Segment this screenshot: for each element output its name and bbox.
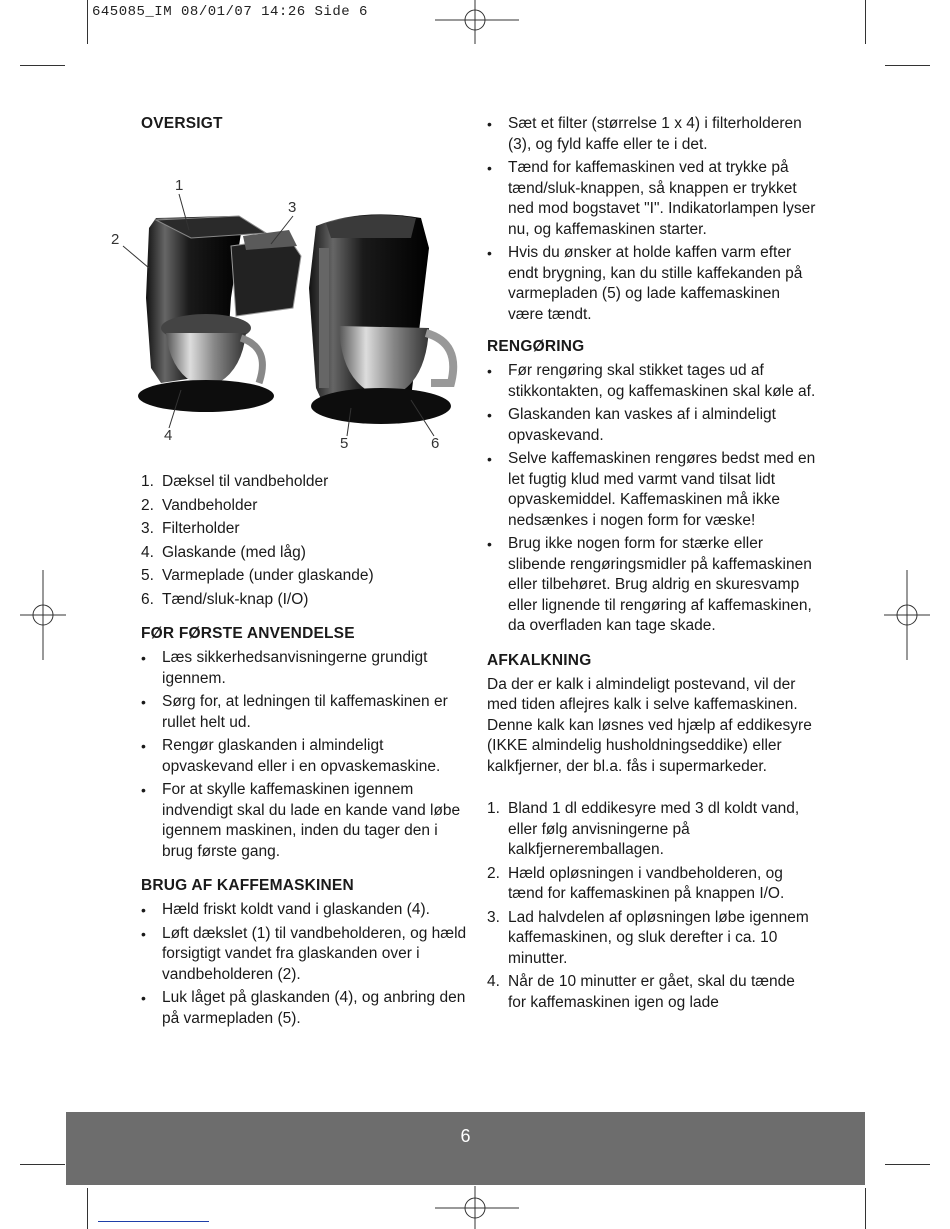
- list-item: 3. Filterholder: [141, 520, 240, 537]
- coffee-maker-illustration: [111, 138, 461, 458]
- list-item: 2. Hæld opløsningen i vandbeholderen, og tænd for kaffemaskinen på knappen I/O.: [487, 864, 785, 902]
- list-item: • Læs sikkerhedsanvisningerne grundigt igennem.: [141, 648, 471, 689]
- list-item: • Sørg for, at ledningen til kaffemaskinen er rullet helt ud.: [141, 692, 471, 733]
- list-item: • Hæld friskt koldt vand i glaskanden (4).: [141, 900, 471, 921]
- callout-4: 4: [164, 427, 173, 444]
- registration-mark-icon: [884, 570, 930, 660]
- list-item: • Sæt et filter (størrelse 1 x 4) i filterholderen (3), og fyld kaffe eller te i det.: [487, 114, 817, 155]
- first-use-list: [141, 648, 471, 862]
- parts-list: [141, 472, 471, 610]
- list-item: 2. Vandbeholder: [141, 496, 258, 514]
- descaling-steps: [487, 799, 817, 1013]
- crop-mark: [87, 1188, 88, 1229]
- right-column: [487, 114, 817, 1016]
- cleaning-list: [487, 361, 817, 637]
- descaling-heading: AFKALKNING: [487, 651, 592, 669]
- callout-3: 3: [288, 199, 297, 216]
- list-item: 1. Bland 1 dl eddikesyre med 3 dl koldt vand, eller følg anvisningerne på kalkfjerneremballagen.: [487, 800, 800, 858]
- list-item: 4. Glaskande (med låg): [141, 543, 306, 561]
- crop-mark: [865, 0, 866, 44]
- crop-mark: [865, 1188, 866, 1229]
- list-item: 5. Varmeplade (under glaskande): [141, 567, 374, 584]
- page-number: 6: [460, 1126, 471, 1146]
- divider: [98, 1221, 209, 1222]
- crop-mark: [885, 65, 930, 66]
- callout-5: 5: [340, 435, 349, 452]
- list-item: • Løft dækslet (1) til vandbeholderen, og hæld forsigtigt vandet fra glaskanden over i vandbeholderen (2).: [141, 924, 471, 986]
- list-item: 1. Dæksel til vandbeholder: [141, 473, 329, 490]
- list-item: • Glaskanden kan vaskes af i almindeligt opvaskevand.: [487, 405, 817, 446]
- callout-2: 2: [111, 231, 120, 248]
- list-item: • Brug ikke nogen form for stærke eller slibende rengøringsmidler på kaffemaskinen eller tilbehøret. Brug aldrig en skuresvamp eller lignende til rengøring af kaffemaskinen, da overfladen kan tage skade.: [487, 534, 817, 637]
- usage-list: [141, 900, 471, 1029]
- crop-mark: [87, 0, 88, 44]
- registration-mark-icon: [435, 0, 520, 45]
- crop-mark: [885, 1164, 930, 1165]
- coffee-maker-figure: [111, 138, 461, 458]
- usage-list-continued: [487, 114, 817, 325]
- callout-1: 1: [175, 177, 184, 194]
- usage-heading: BRUG AF KAFFEMASKINEN: [141, 877, 354, 894]
- list-item: • Selve kaffemaskinen rengøres bedst med en let fugtig klud med varmt vand tilsat lidt opvaskemiddel. Kaffemaskinen må ikke nedsænkes i nogen form for væske!: [487, 449, 817, 531]
- print-slug: 645085_IM 08/01/07 14:26 Side 6: [92, 4, 368, 20]
- list-item: • Rengør glaskanden i almindeligt opvaskevand eller i en opvaskemaskine.: [141, 736, 471, 777]
- registration-mark-icon: [20, 570, 66, 660]
- overview-heading: OVERSIGT: [141, 115, 223, 132]
- callout-6: 6: [431, 435, 440, 452]
- crop-mark: [20, 1164, 65, 1165]
- left-column: [111, 114, 471, 1032]
- list-item: • Tænd for kaffemaskinen ved at trykke på tænd/sluk-knappen, så knappen er trykket ned mod bogstavet "I". Indikatorlampen lyser nu, og kaffemaskinen starter.: [487, 158, 817, 240]
- cleaning-heading: RENGØRING: [487, 338, 585, 355]
- list-item: • Hvis du ønsker at holde kaffen varm efter endt brygning, kan du stille kaffekanden på varmepladen (5) og lade kaffemaskinen være tændt.: [487, 243, 817, 325]
- list-item: • Luk låget på glaskanden (4), og anbring den på varmepladen (5).: [141, 988, 471, 1029]
- list-item: 6. Tænd/sluk-knap (I/O): [141, 590, 309, 608]
- descaling-paragraph: Da der er kalk i almindeligt postevand, vil der med tiden aflejres kalk i selve kaffemaskinen. Denne kalk kan løsnes ved hjælp af eddikesyre (IKKE almindelig husholdningseddike) eller kalkfjerner, der bl.a. fås i supermarkeder.: [487, 675, 812, 775]
- registration-mark-icon: [435, 1186, 520, 1229]
- list-item: • Før rengøring skal stikket tages ud af stikkontakten, og kaffemaskinen skal køle af.: [487, 361, 817, 402]
- list-item: 4. Når de 10 minutter er gået, skal du tænde for kaffemaskinen igen og lade: [487, 973, 795, 1011]
- page-footer: [66, 1112, 865, 1185]
- first-use-heading: FØR FØRSTE ANVENDELSE: [141, 625, 355, 642]
- list-item: 3. Lad halvdelen af opløsningen løbe igennem kaffemaskinen, og sluk derefter i ca. 10 minutter.: [487, 908, 809, 967]
- crop-mark: [20, 65, 65, 66]
- list-item: • For at skylle kaffemaskinen igennem indvendigt skal du lade en kande vand løbe igennem maskinen, inden du tager den i brug første gang.: [141, 780, 471, 862]
